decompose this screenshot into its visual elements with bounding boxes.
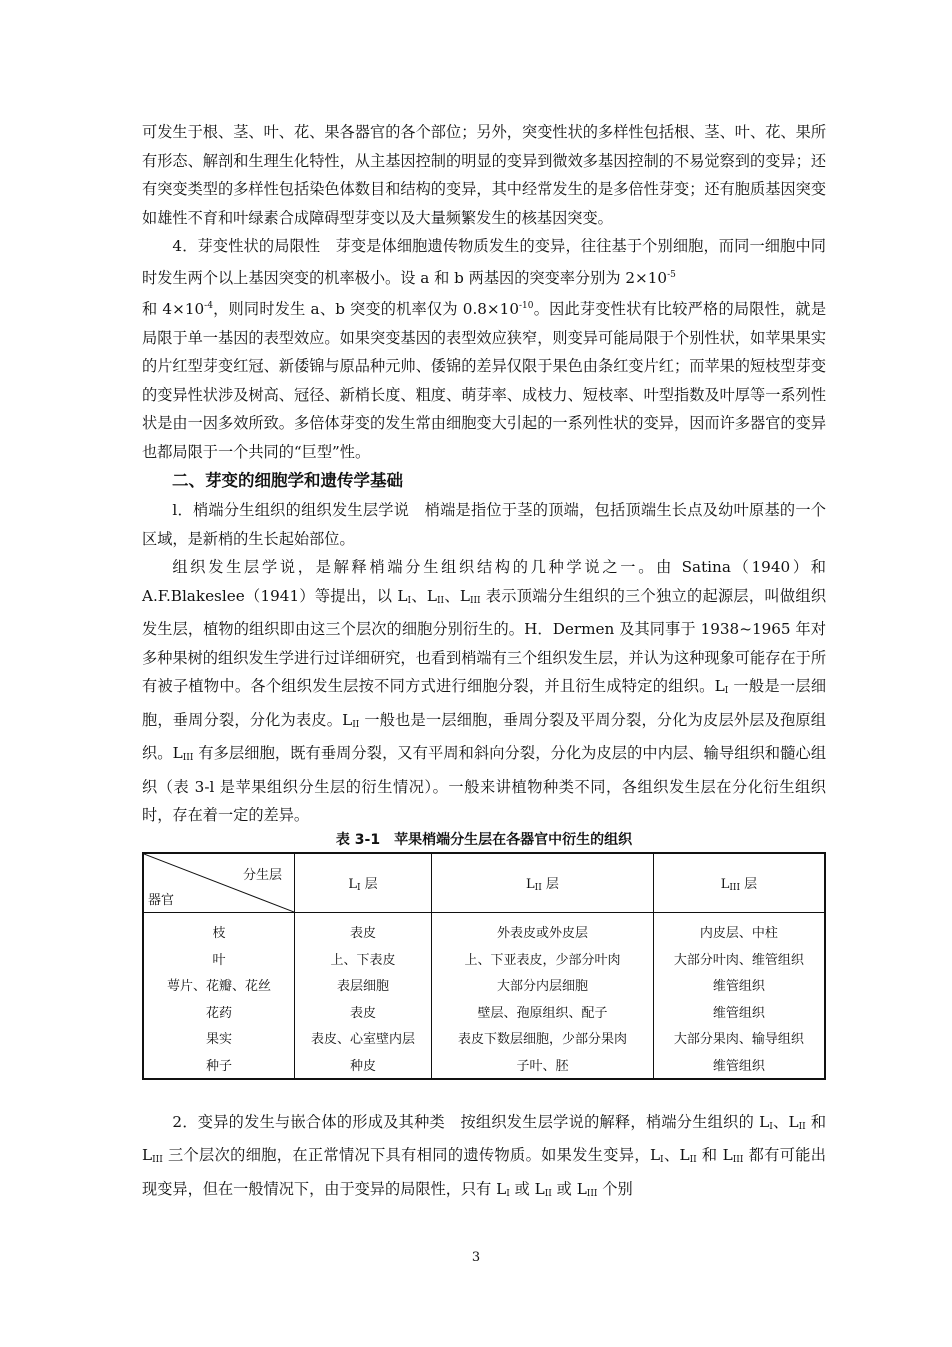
paragraph-histogen-theory: l．梢端分生组织的组织发生层学说 梢端是指位于茎的顶端，包括顶端生长点及幼叶原基的一个区域，是新梢的生长起始部位。 [142, 501, 826, 548]
l2-cell: 大部分内层细胞 [432, 972, 654, 999]
l1-cell: 表皮 [295, 998, 432, 1025]
header-layer-label: 分生层 [242, 867, 282, 883]
l2-cell: 壁层、孢原组织、配子 [432, 998, 654, 1025]
paragraph-histogenic-layers: 组织发生层学说，是解释梢端分生组织结构的几种学说之一。由 Satina（1940）和 A.F.Blakeslee（1941）等提出，以 $L_I$、$L_{II}$、$L_{III}$ 表示顶端分生组织的三个独立的起源层，叫做组织发生层，植物的组织即由这三个层次的细胞分别衍生的。H．Dermen 及其同事于 1938~1965 年对多种果树的组织发生学进行过详细研究，也看到梢端有三个组织发生层，并认为这种现象可能存在于所有被子植物中。各个组织发生层按不同方式进行细胞分裂，并且衍生成特定的组织。$L_I$ 一般是一层细胞，垂周分裂，分化为表皮。$L_{II}$ 一般也是一层细胞，垂周分裂及平周分裂，分化为皮层外层及孢原组织。$L_{III}$ 有多层细胞，既有垂周分裂，又有平周和斜向分裂，分化为皮层的中内层、输导组织和髓心组织（表 3-l 是苹果组织分生层的衍生情况）。一般来讲植物种类不同，各组织发生层在分化衍生组织时，存在着一定的差异。 [142, 558, 827, 824]
l3-cell: 维管组织 [653, 998, 825, 1025]
l1-cell: 表层细胞 [295, 972, 432, 999]
l2-cell: 子叶、胚 [432, 1051, 654, 1079]
l3-cell: 大部分果肉、输导组织 [653, 1025, 825, 1052]
l1-cell: 表皮、心室壁内层 [295, 1025, 432, 1052]
organ-cell: 叶 [143, 945, 295, 972]
diagonal-header-cell [143, 853, 295, 913]
l3-cell: 维管组织 [653, 1051, 825, 1079]
table-caption: 表 3-1 苹果梢端分生层在各器官中衍生的组织 [335, 831, 633, 848]
table-row [143, 945, 825, 972]
organ-cell: 萼片、花瓣、花丝 [143, 972, 295, 999]
table-row [143, 912, 825, 945]
paragraph-bud-mutation-locality: 4．芽变性状的局限性 芽变是体细胞遗传物质发生的变异，往往基于个别细胞，而同一细胞中同时发生两个以上基因突变的机率极小。设 a 和 b 两基因的突变率分别为 $2\times 10^{-5}$ 和 $4\times 10^{-4}$，则同时发生 a、b 突变的机率仅为 $0.8\times 10^{-10}$。因此芽变性状有比较严格的局限性，就是局限于单一基因的表型效应。如果突变基因的表型效应狭窄，则变异可能局限于个别性状，如苹果果实的片红型芽变红冠、新倭锦与原品种元帅、倭锦的差异仅限于果色由条红变片红；而苹果的短枝型芽变的变异性状涉及树高、冠径、新梢长度、粗度、萌芽率、成枝力、短枝率、叶型指数及叶厚等一系列性状是由一因多效所致。多倍体芽变的发生常由细胞变大引起的一系列性状的变异，因而许多器官的变异也都局限于一个共同的“巨型”性。 [142, 237, 827, 461]
l1-cell: 上、下表皮 [295, 945, 432, 972]
table-row [143, 1025, 825, 1052]
l2-cell: 外表皮或外皮层 [432, 912, 654, 945]
document-body [142, 118, 826, 1208]
l1-cell: 种皮 [295, 1051, 432, 1079]
l3-cell: 维管组织 [653, 972, 825, 999]
table-row [143, 972, 825, 999]
l2-cell: 上、下亚表皮，少部分叶肉 [432, 945, 654, 972]
l1-cell: 表皮 [295, 912, 432, 945]
l3-cell: 内皮层、中柱 [653, 912, 825, 945]
page-number: 3 [471, 1250, 481, 1265]
table-row [143, 1051, 825, 1079]
section-heading: 二、芽变的细胞学和遗传学基础 [172, 471, 403, 490]
l2-cell: 表皮下数层细胞，少部分果肉 [432, 1025, 654, 1052]
paragraph-chimera-formation: 2．变异的发生与嵌合体的形成及其种类 按组织发生层学说的解释，梢端分生组织的 $L_I$、$L_{II}$ 和 $L_{III}$ 三个层次的细胞，在正常情况下具有相同的遗传物质。如果发生变异，$L_I$、$L_{II}$ 和 $L_{III}$ 都有可能出现变异，但在一般情况下，由于变异的局限性，只有 $L_I$ 或 $L_{II}$ 或 $L_{III}$ 个别 [142, 1112, 827, 1199]
header-l2: $L_{II}$ 层 [432, 853, 654, 913]
header-l1: $L_I$ 层 [295, 853, 432, 913]
table-row [143, 998, 825, 1025]
table-header-row [143, 853, 825, 913]
l3-cell: 大部分叶肉、维管组织 [653, 945, 825, 972]
header-organ-label: 器官 [148, 892, 175, 908]
layer-derivation-table [142, 852, 826, 1080]
organ-cell: 枝 [143, 912, 295, 945]
organ-cell: 果实 [143, 1025, 295, 1052]
organ-cell: 花药 [143, 998, 295, 1025]
paragraph-1: 可发生于根、茎、叶、花、果各器官的各个部位；另外，突变性状的多样性包括根、茎、叶、花、果所有形态、解剖和生理生化特性，从主基因控制的明显的变异到微效多基因控制的不易觉察到的变异；还有突变类型的多样性包括染色体数目和结构的变异，其中经常发生的是多倍性芽变；还有胞质基因突变如雄性不育和叶绿素合成障碍型芽变以及大量频繁发生的核基因突变。 [142, 123, 826, 227]
organ-cell: 种子 [143, 1051, 295, 1079]
header-l3: $L_{III}$ 层 [653, 853, 825, 913]
